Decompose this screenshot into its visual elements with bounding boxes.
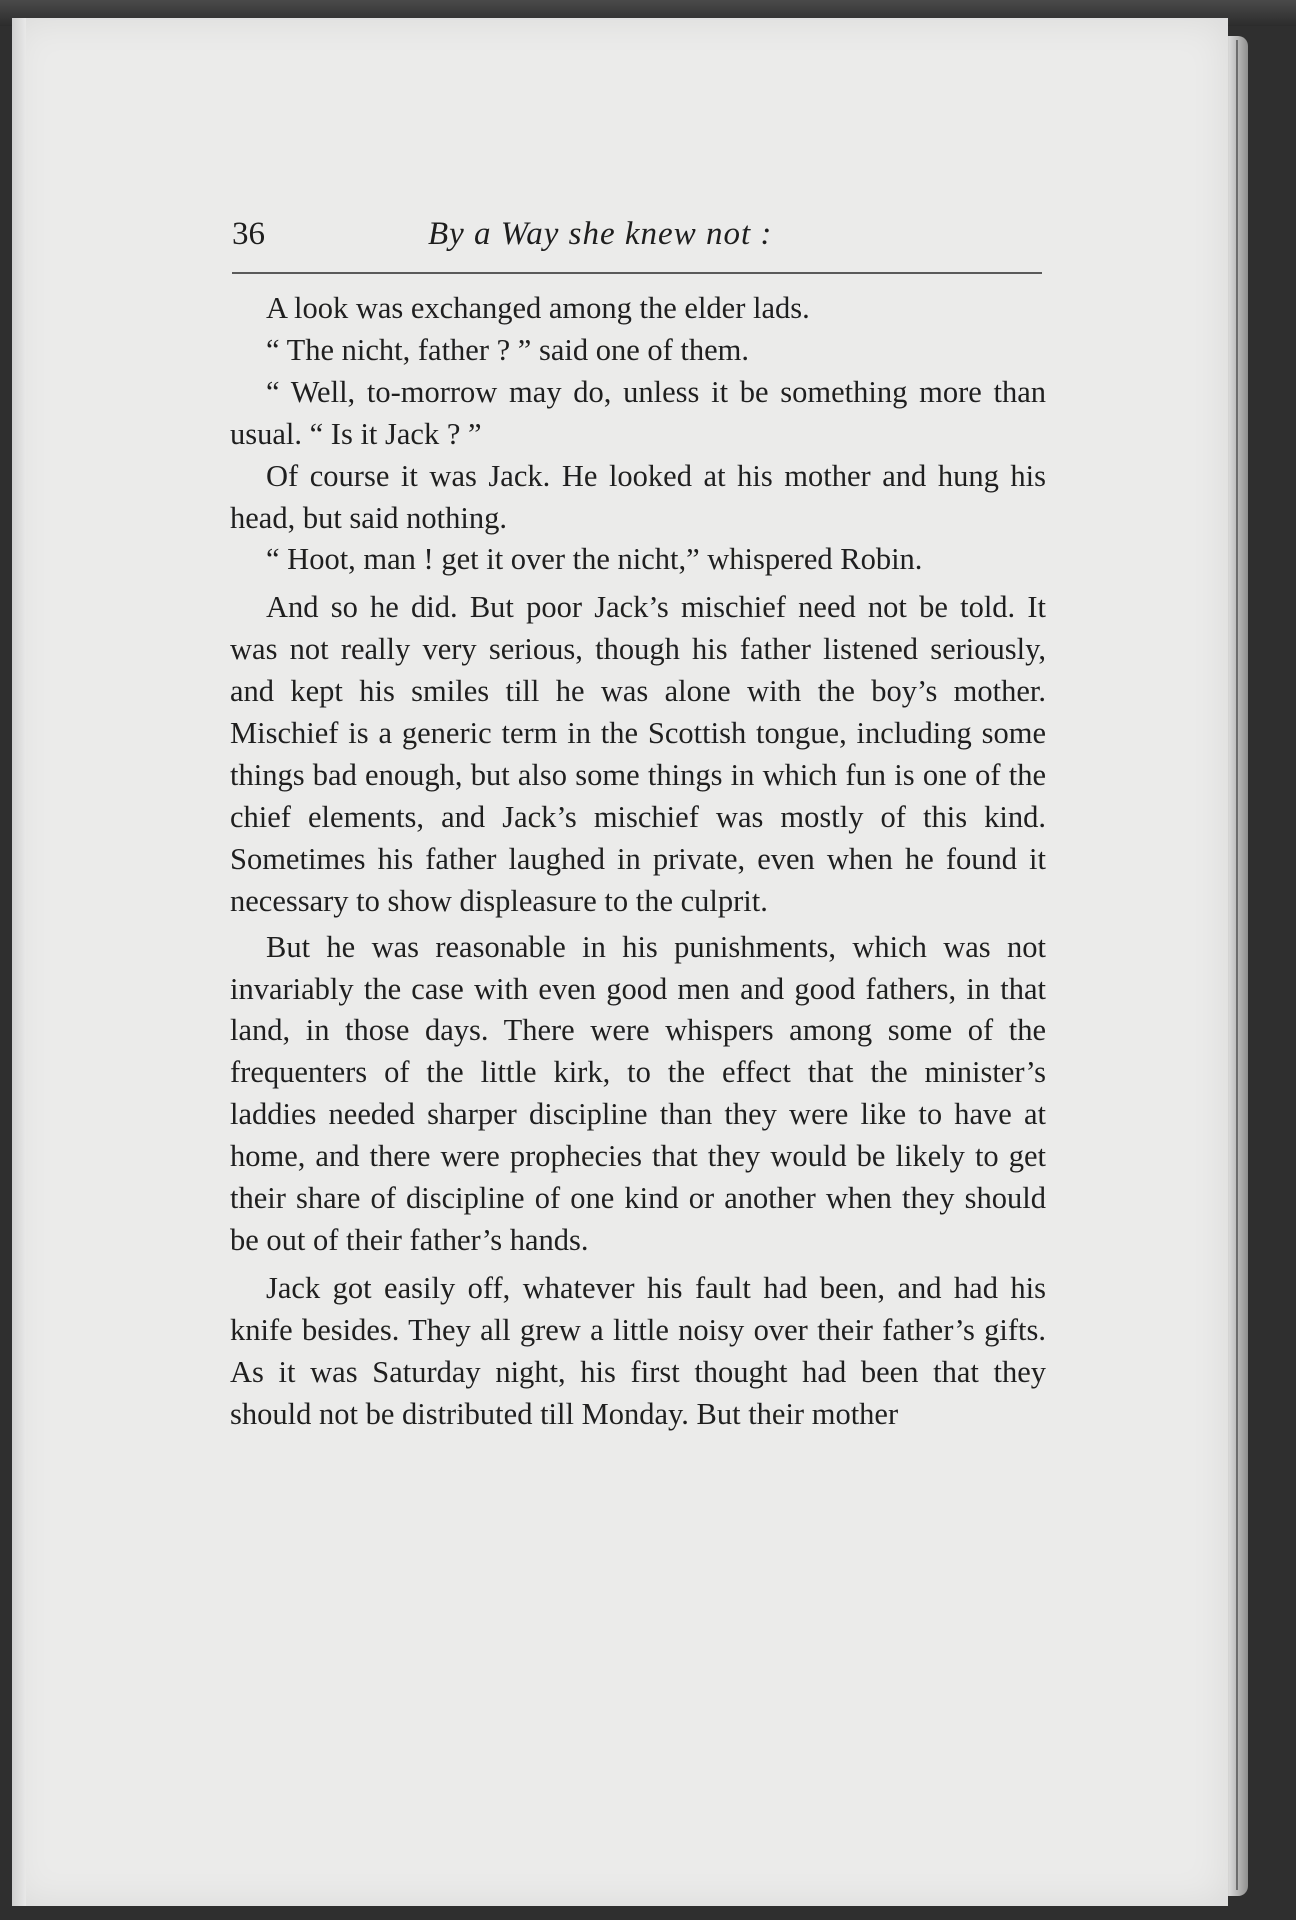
running-head xyxy=(232,210,1042,266)
page-number: 36 xyxy=(232,216,265,252)
body-text xyxy=(230,288,1046,1435)
paragraph: “ The nicht, father ? ” said one of them. xyxy=(266,332,750,367)
running-title: By a Way she knew not : xyxy=(428,216,773,252)
paragraph: A look was exchanged among the elder lads. xyxy=(266,291,810,325)
paragraph: “ Hoot, man ! get it over the nicht,” whispered Robin. xyxy=(266,542,923,577)
header-rule xyxy=(232,272,1042,274)
page-edge-shadow xyxy=(1236,40,1238,1890)
paragraph: Of course it was Jack. He looked at his mother and hung his head, but said nothing. xyxy=(230,458,1046,535)
paragraph: But he was reasonable in his punishments, which was not invariably the case with even good men and good fathers, in that land, in those days. There were whispers among some of the frequenters of the little kirk, to the effect that the minister’s laddies needed sharper discipline than they were like to have at home, and there were prophecies that they would be likely to get their share of discipline of one kind or another when they should be out of their father’s hands. xyxy=(230,929,1046,1257)
paragraph: Jack got easily off, whatever his fault had been, and had his knife besides. They all grew a little noisy over their father’s gifts. As it was Saturday night, his first thought had been that they should not be distributed till Monday. But their mother xyxy=(230,1270,1046,1431)
gutter-shadow xyxy=(12,18,26,1906)
paragraph: “ Well, to-morrow may do, unless it be something more than usual. “ Is it Jack ? ” xyxy=(230,374,1046,451)
paragraph: And so he did. But poor Jack’s mischief need not be told. It was not really very serious, though his father listened seriously, and kept his smiles till he was alone with the boy’s mother. Mischief is a generic term in the Scottish tongue, including some things bad enough, but also some things in which fun is one of the chief elements, and Jack’s mischief was mostly of this kind. Sometimes his father laughed in private, even when he found it necessary to show displeasure to the culprit. xyxy=(230,590,1046,918)
